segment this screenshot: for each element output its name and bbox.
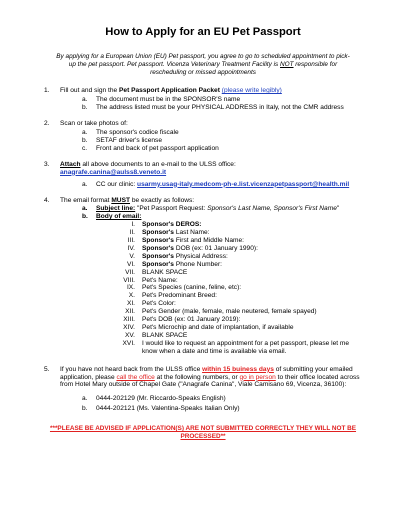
- list-item: a. The document must be in the SPONSOR'S name: [82, 96, 241, 104]
- email-field-item: IV. Sponsor's DOB (ex: 01 January 1990):: [127, 244, 258, 252]
- step-number: 1.: [44, 87, 50, 95]
- step-2-sublist: [60, 129, 362, 153]
- attach-label: Attach: [60, 160, 81, 168]
- step-2: [44, 120, 362, 153]
- step-number: 4.: [44, 196, 50, 204]
- step-1-text: Fill out and sign the: [60, 87, 120, 95]
- step-3: [44, 161, 362, 189]
- email-field-item: III. Sponsor's First and Middle Name:: [127, 237, 244, 245]
- phone-number-english: 0444-202129 (Mr. Riccardo-Speaks English): [96, 395, 226, 403]
- email-field-item: XIV. Pet's Microchip and date of implantation, if available: [123, 324, 294, 331]
- step-2-text: Scan or take photos of:: [60, 120, 128, 128]
- steps-list: [44, 87, 362, 413]
- intro-paragraph: [56, 53, 350, 77]
- step-number: 3.: [44, 160, 50, 168]
- list-item: b. The address listed must be your PHYSICAL ADDRESS in Italy, not the CMR address: [82, 104, 344, 112]
- page-title: How to Apply for an EU Pet Passport: [105, 26, 301, 38]
- step-number: 5.: [44, 365, 50, 373]
- email-field-item: XIII. Pet's DOB (ex: 01 January 2019):: [123, 316, 241, 324]
- subject-line-label: Subject line:: [96, 205, 136, 213]
- step-4: 4. The email format MUST be exactly as follows: a. Subject line: "Pet Passport Request: Sponsor's Last Name, Sponsor's First Name" b. Body of email: I. Sponsor's DEROS: II. Sponsor's Last Name: III. Sponsor's First and Middle Name: IV. Sponsor's DOB (ex: 01 January 1990): V. Sponsor's Physical Address: VI. Sponsor's Phone Number: VII. BLANK SPACE VIII. Pet's Name: IX. Pet's Species (canine, feline, etc): X. Pet's Predominant Breed: XI. Pet's Color: XII. Pet's Gender (male, female, male neutered, female spayed) XIII. Pet's DOB (ex: 01 January 2019): XIV. Pet's Microchip and date of implantation, if available XV. BLANK SPACE XVI. I would like to request an appointment for a pet passport, please let me know when a date and time is available via email.: [44, 197, 362, 356]
- write-legibly-note[interactable]: (please write legibly): [221, 87, 282, 95]
- step-1-sublist: [60, 96, 362, 112]
- call-office-text: call the office: [116, 373, 155, 381]
- list-item: a. CC our clinic: usarmy.usag-italy.medcom-ph-e.list.vicenzapetpassport@health.mil: [82, 180, 350, 188]
- email-field-item: XV. BLANK SPACE: [124, 331, 188, 339]
- email-field-item: VI. Sponsor's Phone Number:: [126, 260, 222, 268]
- email-body-fields: [96, 221, 362, 355]
- email-field-item: I. Sponsor's DEROS:: [131, 221, 202, 229]
- step-3-sublist: [60, 181, 362, 189]
- step-3-text: all above documents to an e-mail to the ULSS office:: [80, 160, 236, 168]
- step-4-sublist: [60, 205, 362, 355]
- list-item: a. 0444-202129 (Mr. Riccardo-Speaks English): [82, 395, 226, 403]
- body-of-email-label: Body of email:: [96, 213, 142, 221]
- must-label: MUST: [111, 196, 130, 204]
- list-item: b. SETAF driver's license: [82, 136, 162, 144]
- email-field-item: VII. BLANK SPACE: [125, 268, 188, 276]
- step-1: [44, 87, 362, 112]
- email-field-item: V. Sponsor's Physical Address:: [129, 252, 228, 260]
- step-5-sublist: [60, 395, 362, 413]
- intro-text: By applying for a European Union (EU) Pet passport, you agree to go to scheduled appointment to pick-up the pet passport. Pet passport. Vicenza Veterinary Treatment Facility is: [56, 53, 350, 69]
- email-field-item: XI. Pet's Color:: [126, 300, 176, 308]
- step-number: 2.: [44, 120, 50, 128]
- email-field-item: XII. Pet's Gender (male, female, male neutered, female spayed): [125, 308, 317, 316]
- email-field-item: IX. Pet's Species (canine, feline, etc):: [126, 284, 242, 292]
- clinic-email-link[interactable]: usarmy.usag-italy.medcom-ph-e.list.vicenzapetpassport@health.mil: [137, 180, 350, 188]
- phone-number-italian: 0444-202121 (Ms. Valentina-Speaks Italian Only): [96, 405, 240, 413]
- email-field-item: II. Sponsor's Last Name:: [129, 229, 210, 237]
- go-in-person-text: go in person: [239, 373, 276, 381]
- step-5: 5. If you have not heard back from the ULSS office within 15 buiness days of submitting your emailed application, please call the office at the following numbers, or go in person to their office located across from Hotel Mary outside of Chapel Gate ("Anagrafe Canina", Viale Camisano 69, Vicenza, 36100): a. 0444-202129 (Mr. Riccardo-Speaks English) b. 0444-202121 (Ms. Valentina-Speaks Italian Only): [44, 366, 362, 414]
- list-item: a. Subject line: "Pet Passport Request: Sponsor's Last Name, Sponsor's First Name": [82, 205, 340, 213]
- step-4-text: The email format: [60, 196, 112, 204]
- email-field-item: X. Pet's Predominant Breed:: [128, 292, 217, 300]
- application-packet-label: Pet Passport Application Packet: [119, 87, 220, 95]
- email-field-item: XVI. I would like to request an appointment for a pet passport, please let me know when a date and time is available via email.: [122, 339, 350, 355]
- list-item: b. Body of email: I. Sponsor's DEROS: II. Sponsor's Last Name: III. Sponsor's First and Middle Name: IV. Sponsor's DOB (ex: 01 January 1990): V. Sponsor's Physical Address: VI. Sponsor's Phone Number: VII. BLANK SPACE VIII. Pet's Name: IX. Pet's Species (canine, feline, etc): X. Pet's Predominant Breed: XI. Pet's Color: XII. Pet's Gender (male, female, male neutered, female spayed) XIII. Pet's DOB (ex: 01 January 2019): XIV. Pet's Microchip and date of implantation, if available XV. BLANK SPACE XVI. I would like to request an appointment for a pet passport, please let me know when a date and time is available via email.: [82, 213, 362, 355]
- email-field-item: VIII. Pet's Name:: [123, 276, 178, 284]
- intro-text-end: responsible for rescheduling or missed appointments: [150, 61, 338, 77]
- warning-footer: ***PLEASE BE ADVISED IF APPLICATION(S) ARE NOT SUBMITTED CORRECTLY THEY WILL NOT BE PROCESSED**: [49, 425, 357, 440]
- list-item: a. The sponsor's codice fiscale: [82, 129, 179, 137]
- intro-not: NOT: [280, 61, 294, 69]
- deadline-highlight: within 15 buiness days: [202, 365, 274, 373]
- list-item: c. Front and back of pet passport application: [82, 144, 219, 152]
- ulss-email-link[interactable]: anagrafe.canina@aulss8.veneto.it: [60, 168, 167, 176]
- list-item: b. 0444-202121 (Ms. Valentina-Speaks Italian Only): [82, 405, 240, 413]
